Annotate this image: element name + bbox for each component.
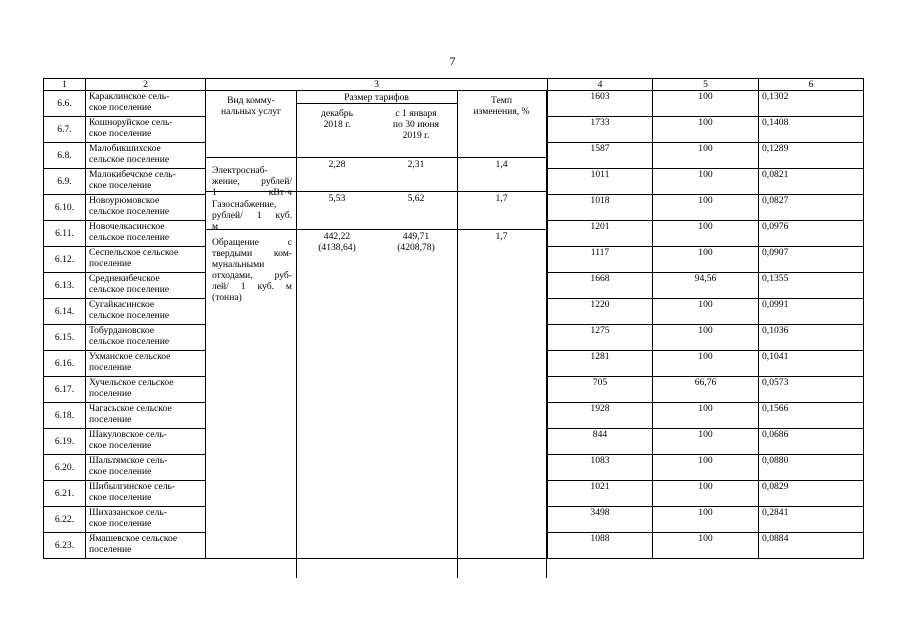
- value-col4: 1117: [548, 247, 653, 273]
- value-col6: 0,1302: [759, 91, 864, 117]
- tariff-info-cell: [206, 91, 548, 559]
- value-col5: 100: [653, 195, 759, 221]
- row-number: 6.9.: [44, 169, 86, 195]
- value-col6: 0,0880: [759, 455, 864, 481]
- value-col5: 100: [653, 299, 759, 325]
- row-number: 6.19.: [44, 429, 86, 455]
- value-col6: 0,0827: [759, 195, 864, 221]
- settlement-name: Шальтямское сель- ское поселение: [86, 455, 206, 481]
- settlement-name: Караклинское сель- ское поселение: [86, 91, 206, 117]
- row-number: 6.14.: [44, 299, 86, 325]
- row-number: 6.23.: [44, 533, 86, 559]
- column-number: 3: [206, 79, 548, 91]
- value-col5: 100: [653, 481, 759, 507]
- value-col4: 844: [548, 429, 653, 455]
- value-col4: 1281: [548, 351, 653, 377]
- tariff-dec-2018: 2,28: [328, 159, 346, 170]
- rate-change-header: Темп изменения, %: [473, 95, 530, 117]
- tariff-jan-2019: 2,31: [407, 159, 425, 170]
- value-col6: 0,0821: [759, 169, 864, 195]
- value-col6: 0,1289: [759, 143, 864, 169]
- value-col6: 0,0907: [759, 247, 864, 273]
- value-col5: 100: [653, 91, 759, 117]
- value-col4: 1275: [548, 325, 653, 351]
- settlement-name: Новочелкасинское сельское поселение: [86, 221, 206, 247]
- value-col5: 100: [653, 533, 759, 559]
- value-col6: 0,2841: [759, 507, 864, 533]
- value-col6: 0,1355: [759, 273, 864, 299]
- column-number: 6: [759, 79, 864, 91]
- rate-change-value: 1,7: [495, 193, 508, 204]
- column-number: 4: [548, 79, 653, 91]
- row-number: 6.22.: [44, 507, 86, 533]
- value-col5: 100: [653, 221, 759, 247]
- value-col4: 1733: [548, 117, 653, 143]
- value-col4: 1603: [548, 91, 653, 117]
- rate-change-value: 1,7: [495, 231, 508, 242]
- tariff-table: [43, 78, 864, 559]
- settlement-name: Шихазанское сель- ское поселение: [86, 507, 206, 533]
- row-number: 6.12.: [44, 247, 86, 273]
- value-col5: 100: [653, 169, 759, 195]
- row-number: 6.15.: [44, 325, 86, 351]
- value-col5: 100: [653, 455, 759, 481]
- tariff-dec-2018: 442,22 (4138,64): [318, 231, 356, 253]
- row-number: 6.18.: [44, 403, 86, 429]
- row-number: 6.11.: [44, 221, 86, 247]
- table-row: [44, 91, 864, 117]
- value-col6: 0,0829: [759, 481, 864, 507]
- jan-jun-2019-header: с 1 января по 30 июня 2019 г.: [392, 108, 440, 141]
- value-col5: 100: [653, 247, 759, 273]
- subtable-divider: [296, 91, 297, 578]
- settlement-name: Малобикшихское сельское поселение: [86, 143, 206, 169]
- settlement-name: Ямашевское сельское поселение: [86, 533, 206, 559]
- value-col5: 100: [653, 403, 759, 429]
- settlement-name: Малокибечское сель- ское поселение: [86, 169, 206, 195]
- value-col4: 1018: [548, 195, 653, 221]
- service-name: Обращение с твердыми ком- мунальными отходами, руб- лей/ 1 куб. м (тонна): [212, 237, 292, 303]
- value-col6: 0,0991: [759, 299, 864, 325]
- dec-2018-header: декабрь 2018 г.: [321, 108, 353, 130]
- column-number-row: [44, 79, 864, 91]
- value-col4: 1021: [548, 481, 653, 507]
- row-number: 6.17.: [44, 377, 86, 403]
- value-col5: 100: [653, 507, 759, 533]
- service-type-header: Вид комму- нальных услуг: [221, 95, 281, 117]
- value-col6: 0,1566: [759, 403, 864, 429]
- row-number: 6.21.: [44, 481, 86, 507]
- settlement-name: Чагасьское сельское поселение: [86, 403, 206, 429]
- settlement-name: Тобурдановское сельское поселение: [86, 325, 206, 351]
- row-number: 6.16.: [44, 351, 86, 377]
- page-number: 7: [449, 54, 456, 68]
- value-col5: 100: [653, 351, 759, 377]
- rate-change-value: 1,4: [495, 159, 508, 170]
- value-col4: 3498: [548, 507, 653, 533]
- value-col4: 1088: [548, 533, 653, 559]
- value-col5: 66,76: [653, 377, 759, 403]
- column-number: 1: [44, 79, 86, 91]
- column-number: 5: [653, 79, 759, 91]
- settlement-name: Новоурюмовское сельское поселение: [86, 195, 206, 221]
- settlement-name: Шибылгинское сель- ское поселение: [86, 481, 206, 507]
- row-number: 6.6.: [44, 91, 86, 117]
- value-col6: 0,0573: [759, 377, 864, 403]
- service-name: Газоснабжение, рублей/ 1 куб. м: [212, 199, 292, 232]
- value-col5: 100: [653, 429, 759, 455]
- value-col6: 0,1041: [759, 351, 864, 377]
- service-name: Электроснаб- жение, рублей/ 1 кВт·ч: [212, 165, 292, 198]
- value-col5: 100: [653, 325, 759, 351]
- subtable-divider: [546, 91, 547, 578]
- value-col5: 100: [653, 117, 759, 143]
- value-col4: 1928: [548, 403, 653, 429]
- value-col4: 1011: [548, 169, 653, 195]
- settlement-name: Ухманское сельское поселение: [86, 351, 206, 377]
- settlement-name: Сеспельское сельское поселение: [86, 247, 206, 273]
- tariff-subtable: [206, 91, 546, 578]
- row-number: 6.20.: [44, 455, 86, 481]
- subtable-divider: [206, 157, 546, 158]
- tariff-dec-2018: 5,53: [328, 193, 346, 204]
- settlement-name: Шакуловское сель- ское поселение: [86, 429, 206, 455]
- value-col6: 0,1036: [759, 325, 864, 351]
- tariff-size-header: Размер тарифов: [344, 92, 409, 103]
- value-col4: 1220: [548, 299, 653, 325]
- value-col6: 0,0976: [759, 221, 864, 247]
- tariff-jan-2019: 449,71 (4208,78): [397, 231, 435, 253]
- value-col6: 0,1408: [759, 117, 864, 143]
- value-col4: 1587: [548, 143, 653, 169]
- row-number: 6.13.: [44, 273, 86, 299]
- value-col5: 100: [653, 143, 759, 169]
- value-col5: 94,56: [653, 273, 759, 299]
- settlement-name: Кошноруйское сель- ское поселение: [86, 117, 206, 143]
- subtable-divider: [296, 103, 457, 104]
- value-col4: 1083: [548, 455, 653, 481]
- row-number: 6.7.: [44, 117, 86, 143]
- tariff-jan-2019: 5,62: [407, 193, 425, 204]
- row-number: 6.8.: [44, 143, 86, 169]
- settlement-name: Сугайкасинское сельское поселение: [86, 299, 206, 325]
- settlement-name: Среднекибечское сельское поселение: [86, 273, 206, 299]
- value-col4: 1668: [548, 273, 653, 299]
- value-col6: 0,0686: [759, 429, 864, 455]
- settlement-name: Хучельское сельское поселение: [86, 377, 206, 403]
- value-col4: 705: [548, 377, 653, 403]
- column-number: 2: [86, 79, 206, 91]
- row-number: 6.10.: [44, 195, 86, 221]
- value-col6: 0,0884: [759, 533, 864, 559]
- value-col4: 1201: [548, 221, 653, 247]
